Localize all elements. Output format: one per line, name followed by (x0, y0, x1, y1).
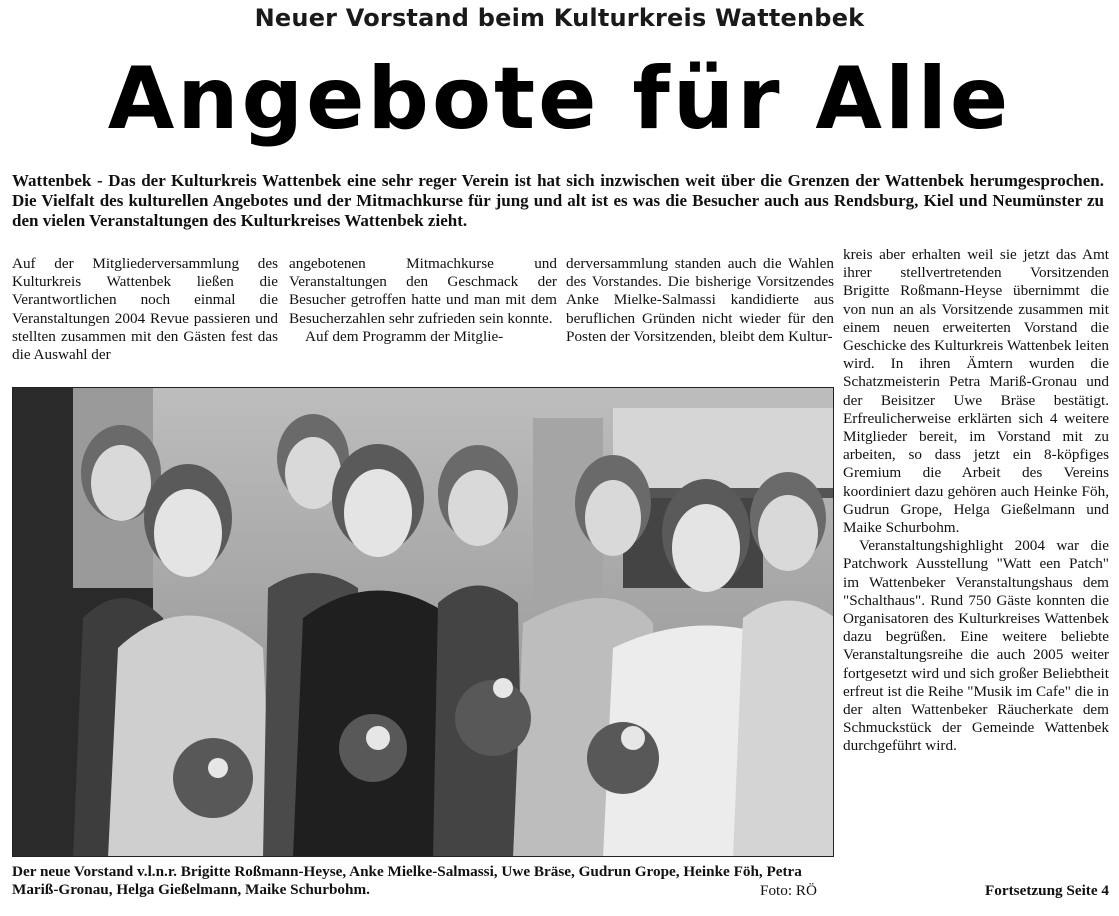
article-lead: Wattenbek - Das der Kulturkreis Wattenbek eine sehr reger Verein ist hat sich inzwischen weit über die Grenzen der Wattenbek herumgesprochen. Die Vielfalt des kulturellen Angebotes und der Mitmachkurse für jung und alt ist es was die Besucher auch aus Rendsburg, Kiel und Neumünster zu den vielen Veranstaltungen des Kulturkreises Wattenbek zieht. (12, 171, 1104, 230)
group-photo (12, 387, 834, 857)
article-kicker: Neuer Vorstand beim Kulturkreis Wattenbek (254, 4, 865, 32)
column-2-paragraph-2: Auf dem Programm der Mitglie- (305, 327, 504, 345)
column-3-text: derversammlung standen auch die Wahlen des Vorstandes. Die bisherige Vorsitzendes Anke Mielke-Salmassi kandidierte aus beruflichen Gründen nicht wieder für den Posten der Vorsitzenden, bleibt dem Kultur- (566, 255, 834, 345)
column-1-text: Auf der Mitgliederversammlung des Kulturkreis Wattenbek ließen die Verantwortlichen noch einmal die Veranstaltungen 2004 Revue passieren und stellten zusammen mit den Gästen fest das die Auswahl der (12, 255, 278, 364)
column-4-paragraph-1: kreis aber erhalten weil sie jetzt das Amt ihrer stellvertretenden Vorsitzenden Brigitte Roßmann-Heyse übernimmt die von nun an als Vorsitzende zusammen mit einem neuen erweiterten Vorstand die Geschicke des Kulturkreis Wattenbek leiten wird. In ihren Ämtern wurden die Schatzmeisterin Petra Mariß-Gronau und der Beisitzer Uwe Bräse bestätigt. Erfreulicherweise erklärten sich 4 weitere Mitglieder bereit, im Vorstand mit zu arbeiten, so dass jetzt ein 8-köpfiges Gremium die Arbeit des Vereins koordiniert dazu gehören auch Heinke Föh, Gudrun Grope, Helga Gießelmann und Maike Schurbohm. (843, 246, 1109, 537)
column-4-paragraph-2: Veranstaltungshighlight 2004 war die Patchwork Ausstellung "Watt een Patch" im Wattenbeker Veranstaltungshaus dem "Schalthaus". Rund 750 Gäste konnten die Organisatoren des Kulturkreises Wattenbek dazu begrüßen. Eine weitere beliebte Veranstaltungsreihe die auch 2005 weiter fortgesetzt wird und sich großer Beliebtheit erfreut ist die Reihe "Musik im Cafe" die in der alten Wattenbeker Räucherkate dem Schmuckstück der Gemeinde Wattenbek durchgeführt wird. (843, 537, 1109, 755)
photo-credit: Foto: RÖ (760, 882, 817, 899)
group-photo-illustration (13, 388, 834, 857)
body-column-2 (289, 255, 557, 346)
continuation-link[interactable]: Fortsetzung Seite 4 (985, 882, 1109, 899)
column-2-paragraph-1: angebotenen Mitmachkurse und Veranstaltungen den Geschmack der Besucher getroffen hatte und man mit dem Besucherzahlen sehr zufrieden sein konnte. (289, 255, 557, 327)
article-headline: Angebote für Alle (107, 49, 1012, 149)
photo-caption: Der neue Vorstand v.l.n.r. Brigitte Roßmann-Heyse, Anke Mielke-Salmassi, Uwe Bräse, Gudrun Grope, Heinke Föh, Petra Mariß-Gronau, Helga Gießelmann, Maike Schurbohm. (12, 863, 802, 898)
body-column-4 (843, 246, 1109, 756)
body-column-1 (12, 255, 278, 364)
body-column-3 (566, 255, 834, 346)
